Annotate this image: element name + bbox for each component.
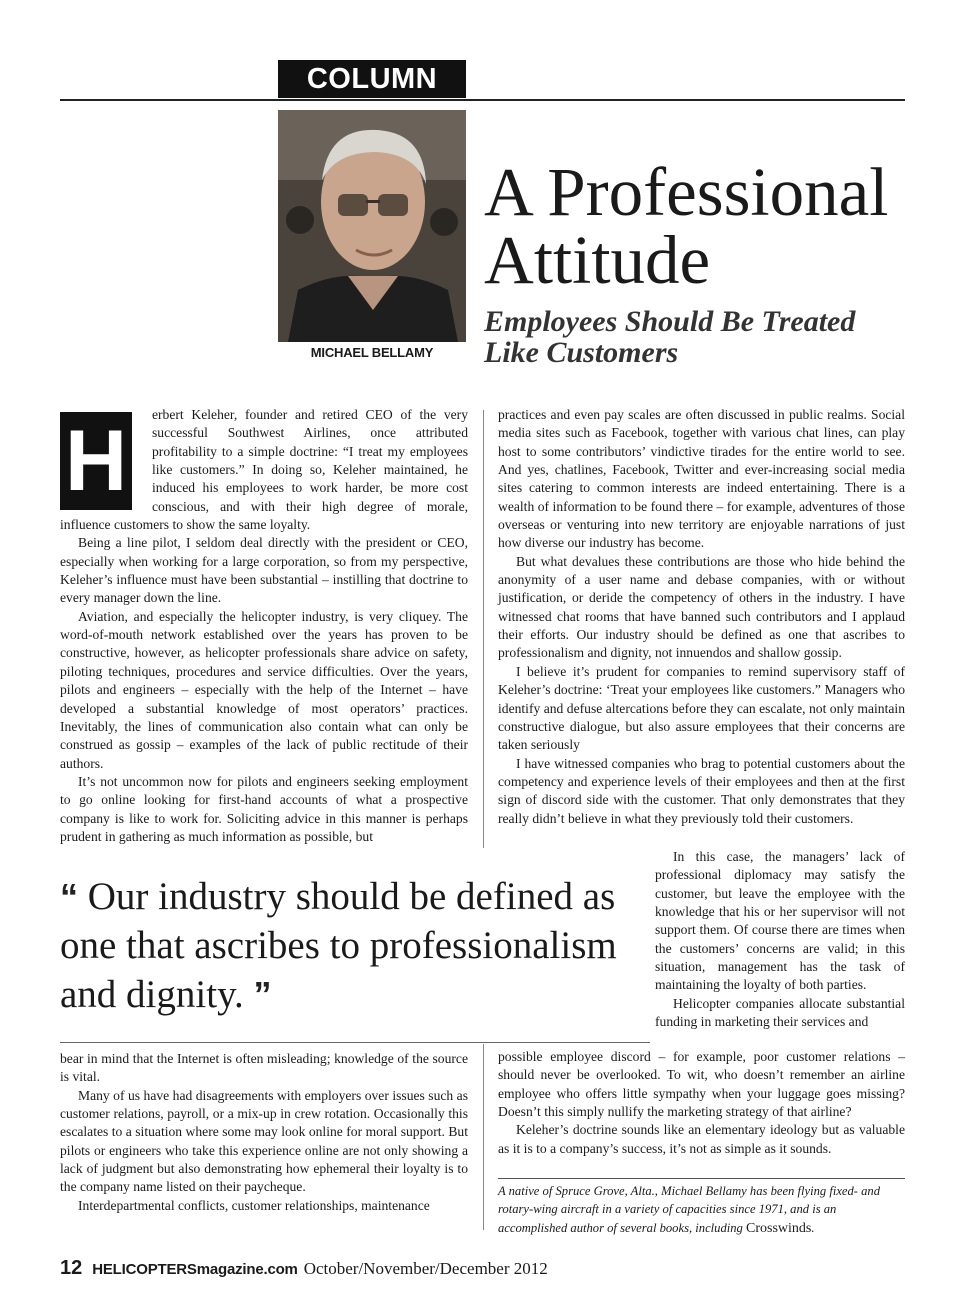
bio-end: . xyxy=(811,1220,815,1235)
paragraph: Being a line pilot, I seldom deal directly with the president or CEO, especially when working for a large corporation, so from my perspective, Keleher’s influence must have been substantial – instilling that doctrine to every manager down the line. xyxy=(60,535,468,606)
column-divider-bottom xyxy=(483,1044,484,1230)
title-line-1: A Professional xyxy=(484,154,889,230)
paragraph: But what devalues these contributions are those who hide behind the anonymity of a user name and debase companies, with or without justification, or deride the competency of others in the industry. I have witnessed chat rooms that have banned such contributors and I applaud their efforts. Our industry should be defined as one that ascribes to professionalism and dignity, not innuendos and shallow gossip. xyxy=(498,553,905,661)
paragraph: It’s not uncommon now for pilots and engineers seeking employment to go online looking for first-hand accounts of what a prospective company is like to work for. Soliciting advice in this manner is perhaps prudent in gathering as much information as possible, but xyxy=(60,773,468,844)
header-rule xyxy=(60,99,905,101)
paragraph: bear in mind that the Internet is often misleading; knowledge of the source is vital. xyxy=(60,1051,468,1085)
paragraph: I believe it’s prudent for companies to remind supervisory staff of Keleher’s doctrine: ‘Treat your employees like customers.” Managers who identify and defuse altercations before they can escalate, not only maintain constructive dialogue, but also assure employees that their concerns are taken seriously xyxy=(498,663,905,753)
photo-caption: MICHAEL BELLAMY xyxy=(310,345,434,360)
close-quote-mark: ” xyxy=(253,974,272,1015)
drop-cap: H xyxy=(60,412,132,510)
pull-quote-text: Our industry should be defined as one that ascribes to professionalism and dignity. xyxy=(60,875,617,1016)
magazine-site: HELICOPTERSmagazine.com xyxy=(92,1261,298,1278)
body-column-right-middle xyxy=(655,848,905,1031)
paragraph: erbert Keleher, founder and retired CEO of the very successful Southwest Airlines, once attributed profitability to a simple doctrine: “I treat my employees like customers.” In doing so, Keleher maintained, he induced his employees to work harder, be more cost conscious, and with their high degree of morale, influence customers to show the same loyalty. xyxy=(60,407,468,533)
pull-quote xyxy=(60,872,620,1019)
article-subtitle xyxy=(484,306,904,368)
bio-text: A native of Spruce Grove, Alta., Michael Bellamy has been flying fixed- and rotary-wing aircraft in a variety of capacities since 1971, and is an accomplished author of several books, including xyxy=(498,1184,881,1235)
paragraph: Many of us have had disagreements with employers over issues such as customer relations, payroll, or a mix-up in crew rotation. Occasionally this escalates to a situation where some may look online for moral support. But pilots or engineers who take this experience online are not only showing a lack of judgment but also demonstrating how ephemeral their loyalty is to the company name listed on their paycheque. xyxy=(60,1087,468,1195)
column-label: COLUMN xyxy=(278,60,466,98)
paragraph: I have witnessed companies who brag to potential customers about the competency and experience levels of their employees and then at the first sign of discord side with the customer. That only demonstrates that they really didn’t believe in what they previously told their customers. xyxy=(498,755,905,826)
column-divider xyxy=(483,410,484,848)
page-number: 12 xyxy=(60,1257,83,1279)
paragraph: In this case, the managers’ lack of professional diplomacy may satisfy the customer, but leave the employee with the knowledge that his or her supervisor will not support them. Of course there are times when the customers’ concerns are valid; in this situation, management has the task of maintaining the loyalty of both parties. xyxy=(655,849,905,993)
body-column-left-bottom xyxy=(60,1050,468,1215)
author-portrait-image xyxy=(278,110,466,342)
paragraph: Helicopter companies allocate substantial funding in marketing their services and xyxy=(655,995,905,1030)
paragraph: Interdepartmental conflicts, customer relationships, maintenance xyxy=(78,1197,430,1213)
author-bio xyxy=(498,1182,905,1238)
title-line-2: Attitude xyxy=(484,222,711,298)
subtitle-line-1: Employees Should Be Treated xyxy=(484,305,856,338)
paragraph: practices and even pay scales are often discussed in public realms. Social media sites such as Facebook, together with various chat lines, can play host to some contributors’ vindictive tirades for the entire world to see. And yes, chatlines, Facebook, Twitter and ever-increasing social media sites catering to common interests are indeed entertaining. There is a wealth of information to be found there – for example, adventures of those overseas or venturing into new territory are enjoyable narrations of just how diverse our industry has become. xyxy=(498,407,905,551)
body-column-right-bottom xyxy=(498,1048,905,1158)
body-column-right-top xyxy=(498,406,905,828)
paragraph: Keleher’s doctrine sounds like an elementary ideology but as valuable as it is to a company’s success, it’s not as simple as it sounds. xyxy=(498,1122,905,1156)
paragraph: possible employee discord – for example, poor customer relations – should never be overlooked. To wit, who doesn’t remember an airline employee who offers little sympathy when your luggage goes missing? Doesn’t this simply nullify the marketing strategy of that airline? xyxy=(498,1049,905,1120)
article-title xyxy=(484,154,924,298)
pull-quote-rule xyxy=(60,1042,650,1043)
issue-date: October/November/December 2012 xyxy=(303,1259,548,1278)
open-quote-mark: “ xyxy=(60,876,78,917)
paragraph: Aviation, and especially the helicopter industry, is very cliquey. The word-of-mouth network established over the years has proven to be constructive, however, as helicopter professionals share advice on safety, piloting techniques, procedures and service difficulties. Over the years, pilots and engineers – especially with the help of the Internet – have developed a substantial knowledge of most operators’ practices. Inevitably, the lines of communication also contain what can only be construed as gossip – examples of the lack of public rectitude of their authors. xyxy=(60,608,468,771)
bio-book-title: Crosswinds xyxy=(746,1220,812,1236)
page-footer xyxy=(60,1257,548,1283)
bio-rule xyxy=(498,1178,905,1179)
body-column-left-top xyxy=(60,406,468,846)
subtitle-line-2: Like Customers xyxy=(484,336,679,369)
author-photo xyxy=(278,110,466,342)
